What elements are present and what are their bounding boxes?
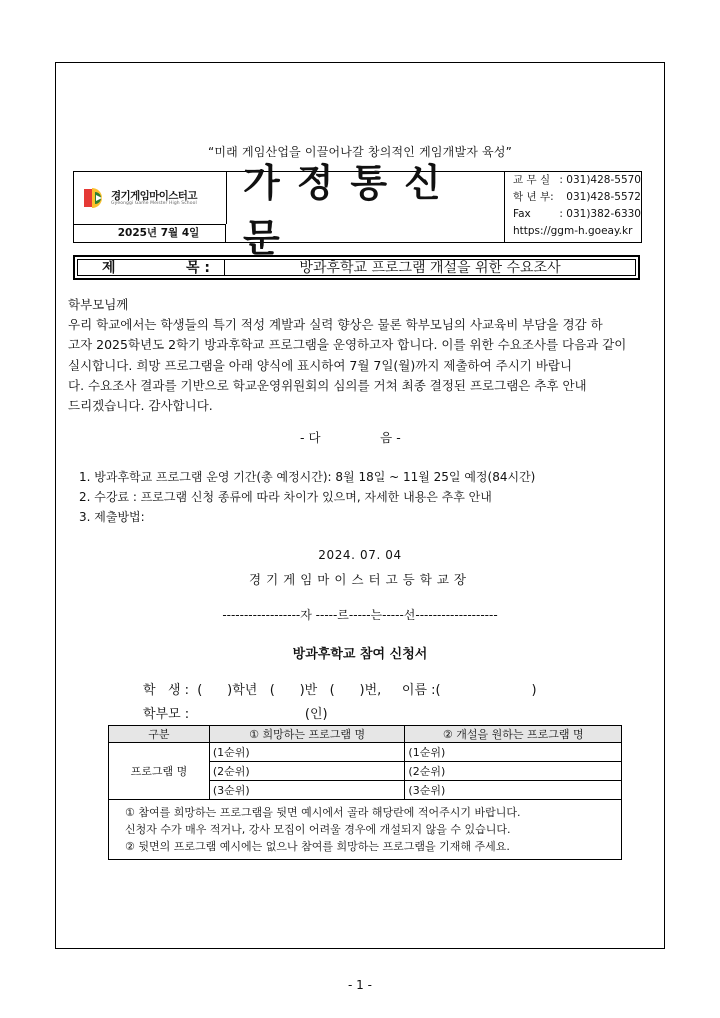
body-line: 드리겠습니다. 감사합니다.: [68, 398, 213, 414]
form-title: 방과후학교 참여 신청서: [292, 647, 428, 662]
contact-row-fax: Fax : 031)382-6330: [513, 208, 641, 220]
list-item: 3. 제출방법:: [79, 510, 145, 524]
subject-bar: [73, 255, 640, 280]
page-number: - 1 -: [348, 978, 372, 992]
issue-date: 2024. 07. 04: [318, 548, 402, 562]
letter-date: 2025년 7월 4일: [74, 224, 226, 242]
school-principal: 경기게임마이스터고등학교장: [249, 572, 471, 587]
note-line: ② 뒷면의 프로그램 예시에는 없으나 참여를 희망하는 프로그램을 기재해 주세요.: [125, 840, 510, 853]
school-logo: [74, 172, 227, 224]
wish-program-cell-3[interactable]: (3순위): [209, 781, 405, 800]
column-header: 구분: [109, 726, 210, 743]
notes-cell: [109, 800, 622, 860]
notes-row: [109, 800, 622, 860]
contact-row-office: 교 무 실 : 031)428-5570: [513, 174, 641, 186]
open-program-cell-1[interactable]: (1순위): [405, 743, 622, 762]
subject-text: 방과후학교 프로그램 개설을 위한 수요조사: [299, 260, 561, 276]
column-header: ① 희망하는 프로그램 명: [209, 726, 405, 743]
logo-subtitle: Gyeonggi Game Meister High School: [111, 201, 197, 206]
body-line: 실시합니다. 희망 프로그램을 아래 양식에 표시하여 7월 7일(월)까지 제출하여 주시기 바랍니: [68, 357, 573, 373]
greeting: 학부모님께: [68, 297, 129, 312]
subject-label: 제 목 :: [78, 260, 225, 275]
parent-signature-line: 학부모 : (인): [143, 707, 328, 722]
row-label: 프로그램 명: [109, 743, 210, 800]
list-item: 2. 수강료 : 프로그램 신청 종류에 따라 차이가 있으며, 자세한 내용은 추후 안내: [79, 490, 492, 504]
column-header: ② 개설을 원하는 프로그램 명: [405, 726, 622, 743]
info-list: [79, 467, 535, 527]
student-info-line: 학 생 : ( )학년 ( )반 ( )번, 이름 :( ): [143, 683, 537, 698]
page-title: 가정통신문: [243, 161, 458, 260]
application-table: [108, 725, 622, 860]
section-divider-heading: - 다 음 -: [300, 430, 401, 445]
open-program-cell-2[interactable]: (2순위): [405, 762, 622, 781]
table-header-row: [109, 726, 622, 743]
school-motto: “미래 게임산업을 이끌어나갈 창의적인 게임개발자 육성”: [207, 145, 513, 159]
logo-name: 경기게임마이스터고: [111, 190, 197, 202]
note-line: ① 참여를 희망하는 프로그램을 뒷면 예시에서 골라 해당란에 적어주시기 바랍니다.: [125, 806, 521, 819]
wish-program-cell-1[interactable]: (1순위): [209, 743, 405, 762]
list-item: 1. 방과후학교 프로그램 운영 기간(총 예정시간): 8월 18일 ~ 11월 25일 예정(84시간): [79, 470, 536, 484]
body-line: 우리 학교에서는 학생들의 특기 적성 계발과 실력 향상은 물론 학부모님의 사교육비 부담을 경감 하: [68, 317, 603, 333]
school-logo-icon: [82, 185, 110, 211]
letter-header: [73, 161, 642, 260]
body-paragraph: [68, 295, 665, 416]
wish-program-cell-2[interactable]: (2순위): [209, 762, 405, 781]
body-line: 고자 2025학년도 2학기 방과후학교 프로그램을 운영하고자 합니다. 이를 위한 수요조사를 다음과 같이: [68, 337, 627, 353]
title-box: [226, 161, 505, 260]
body-line: 다. 수요조사 결과를 기반으로 학교운영위원회의 심의를 거쳐 최종 결정된 프로그램은 추후 안내: [68, 377, 587, 393]
contact-info: [505, 172, 641, 242]
table-row: [109, 743, 622, 762]
open-program-cell-3[interactable]: (3순위): [405, 781, 622, 800]
cut-line: ------------------자 -----르-----는-----선-------------------: [222, 608, 498, 622]
contact-row-website[interactable]: https://ggm-h.goeay.kr: [513, 225, 633, 237]
contact-row-grade: 학 년 부: 031)428-5572: [513, 191, 641, 203]
note-line: 신청자 수가 매우 적거나, 강사 모집이 어려울 경우에 개설되지 않을 수 있습니다.: [125, 823, 511, 836]
